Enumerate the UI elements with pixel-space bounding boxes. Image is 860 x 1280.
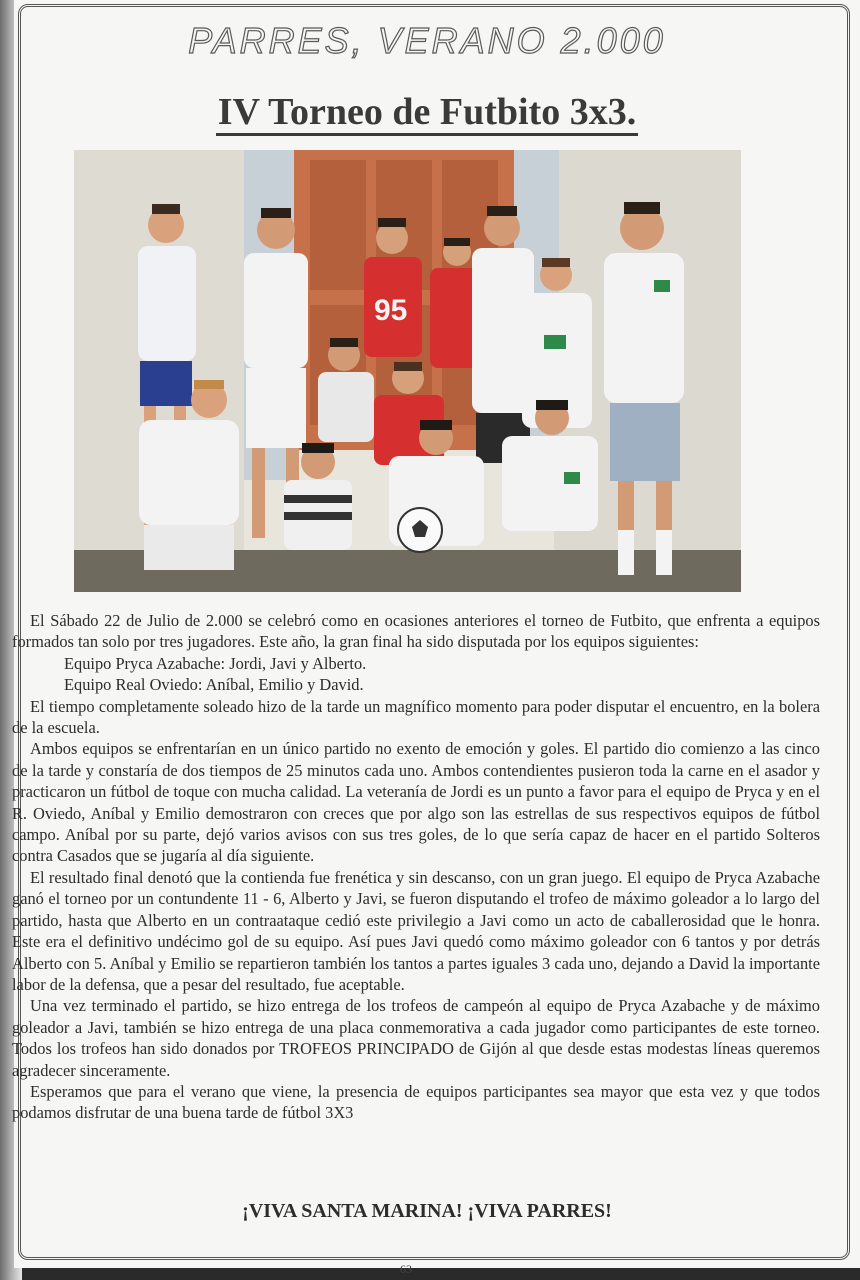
team-pryca-azabache: Equipo Pryca Azabache: Jordi, Javi y Alberto. xyxy=(64,653,367,673)
page-headline: PARRES, VERANO 2.000 xyxy=(188,20,666,61)
paragraph-closing: Esperamos que para el verano que viene, la presencia de equipos participantes sea mayor que esta vez y que todos podamos disfrutar de una buena tarde de fútbol 3X3 xyxy=(12,1081,820,1123)
team-photo xyxy=(74,150,741,592)
team-photo-illustration xyxy=(74,150,741,592)
page-sheet xyxy=(14,0,860,1268)
team-real-oviedo: Equipo Real Oviedo: Aníbal, Emilio y David. xyxy=(64,675,364,695)
article-title xyxy=(14,90,840,134)
paragraph-match: Ambos equipos se enfrentarían en un único partido no exento de emoción y goles. El partido dio comienzo a las cinco de la tarde y constaría de dos tiempos de 25 minutos cada uno. Ambos contendientes pusieron toda la carne en el asador y practicaron un fútbol de toque con mucha calidad. La veteranía de Jordi es un punto a favor para el equipo de Pryca y en el R. Oviedo, Aníbal y Emilio demostraron con creces que por algo son las estrellas de sus respectivos equipos de fútbol campo. Aníbal por su parte, dejó varios avisos con sus tres goles, de lo que sería capaz de hacer en el partido Solteros contra Casados que se jugaría al día siguiente. xyxy=(12,739,820,866)
svg-text:95: 95 xyxy=(374,294,408,327)
paragraph-result: El resultado final denotó que la contienda fue frenética y sin descanso, con un gran juego. El equipo de Pryca Azabache ganó el torneo por un contundente 11 - 6, Alberto y Javi, se fueron disputando el trofeo de máximo goleador a lo largo del partido, hasta que Alberto en un contraataque cedió este privilegio a Javi como un acto de caballerosidad que le honra. Este era el definitivo undécimo gol de su equipo. Así pues Javi quedó como máximo goleador con 6 tantos y por detrás Alberto con 5. Aníbal y Emilio se repartieron también los tantos a partes iguales 3 cada uno, dejando a David la importante labor de la defensa, que a pesar del resultado, fue aceptable. xyxy=(12,867,820,994)
article-title-text: IV Torneo de Futbito 3x3. xyxy=(216,91,638,136)
article-body xyxy=(12,610,820,1124)
paragraph-trophies: Una vez terminado el partido, se hizo entrega de los trofeos de campeón al equipo de Pryca Azabache y de máximo goleador a Javi, también se hizo entrega de una placa conmemorativa a cada jugador como participantes de este torneo. Todos los trofeos han sido donados por TROFEOS PRINCIPADO de Gijón al que desde estas modestas líneas queremos agradecer sinceramente. xyxy=(12,996,820,1080)
paragraph-weather: El tiempo completamente soleado hizo de la tarde un magnífico momento para poder disputar el encuentro, en la bolera de la escuela. xyxy=(12,696,820,738)
closing-cheer: ¡VIVA SANTA MARINA! ¡VIVA PARRES! xyxy=(242,1200,612,1222)
paragraph-intro: El Sábado 22 de Julio de 2.000 se celebró como en ocasiones anteriores el torneo de Futbito, que enfrenta a equipos formados tan solo por tres jugadores. Este año, la gran final ha sido disputada por los equipos siguientes: xyxy=(12,611,820,652)
page-number: 63 xyxy=(400,1262,412,1276)
